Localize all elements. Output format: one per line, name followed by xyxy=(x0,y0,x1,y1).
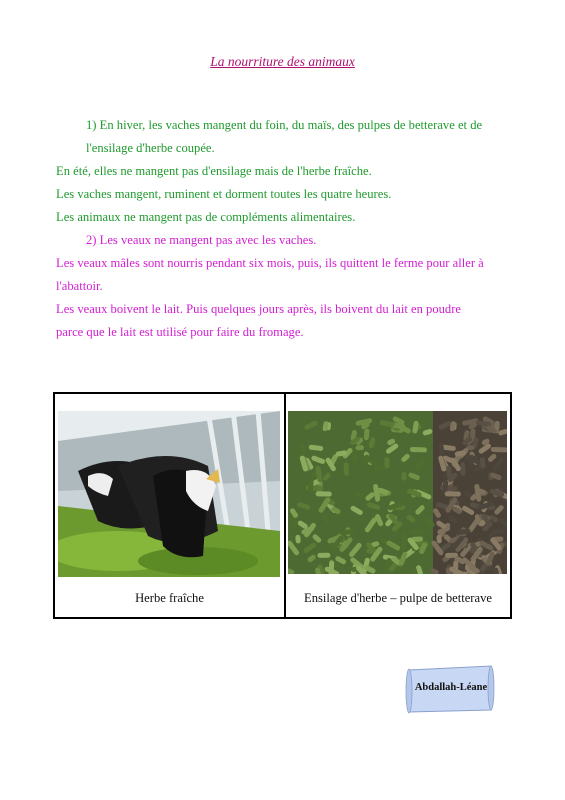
paragraph-line: En été, elles ne mangent pas d'ensilage mais de l'herbe fraîche. xyxy=(56,164,372,178)
paragraph-line: 1) En hiver, les vaches mangent du foin, du maïs, des pulpes de betterave et de xyxy=(86,118,483,132)
right-caption: Ensilage d'herbe – pulpe de betterave xyxy=(304,591,492,605)
pellet xyxy=(316,491,332,496)
pellet xyxy=(401,532,407,549)
page-title: La nourriture des animaux xyxy=(210,54,355,69)
pellet xyxy=(440,485,458,491)
pellets-image xyxy=(288,411,507,574)
paragraph-line: Les veaux mâles sont nourris pendant six mois, puis, ils quittent le ferme pour aller à xyxy=(56,256,484,270)
pellet xyxy=(401,472,406,481)
paragraph-line: parce que le lait est utilisé pour faire du fromage. xyxy=(56,325,304,339)
pellet xyxy=(410,447,427,453)
paragraph-line: l'ensilage d'herbe coupée. xyxy=(86,141,215,155)
pellet xyxy=(343,462,349,476)
pellet xyxy=(352,451,358,462)
image-table xyxy=(53,392,512,619)
paragraph-line: Les vaches mangent, ruminent et dorment toutes les quatre heures. xyxy=(56,187,392,201)
pellet xyxy=(317,553,330,558)
pellet xyxy=(445,491,461,496)
paragraph-line: 2) Les veaux ne mangent pas avec les vaches. xyxy=(86,233,317,247)
paragraph-line: Les animaux ne mangent pas de compléments alimentaires. xyxy=(56,210,356,224)
pellet xyxy=(453,560,459,574)
left-caption: Herbe fraîche xyxy=(135,591,204,605)
cows-eating-image xyxy=(58,411,280,577)
pellet xyxy=(384,457,390,469)
pellet xyxy=(480,457,486,469)
pellet xyxy=(355,445,364,450)
paragraph-line: Les veaux boivent le lait. Puis quelques jours après, ils boivent du lait en poudre xyxy=(56,302,462,316)
pellet xyxy=(328,560,334,574)
pellet xyxy=(460,462,466,476)
author-name: Abdallah-Léane xyxy=(414,682,488,693)
column-divider xyxy=(284,394,286,617)
pellet xyxy=(491,447,507,453)
paragraph-line: l'abattoir. xyxy=(56,279,103,293)
